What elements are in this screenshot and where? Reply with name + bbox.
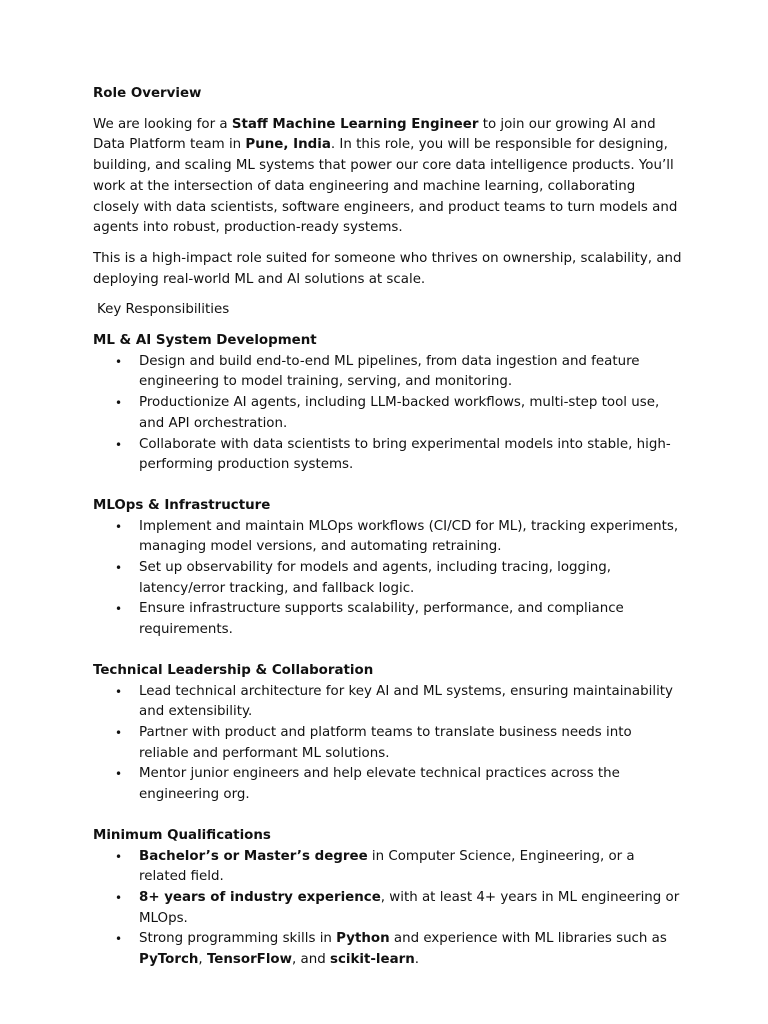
list-item-text: Partner with product and platform teams to translate business needs into reliable and performant ML solutions. <box>139 724 632 761</box>
bullet-list <box>93 847 683 971</box>
bullet-icon: • <box>115 890 123 905</box>
tensorflow-bold: TensorFlow <box>206 952 292 968</box>
list-item <box>93 929 683 970</box>
bullet-icon: • <box>115 437 123 452</box>
python-bold: Python <box>336 931 390 947</box>
list-item <box>93 599 683 640</box>
bullet-icon: • <box>115 396 123 411</box>
list-item <box>93 517 683 558</box>
text-run: . <box>414 952 420 968</box>
list-item <box>93 847 683 888</box>
pytorch-bold: PyTorch <box>139 952 199 968</box>
bullet-icon: • <box>115 354 123 369</box>
bullet-icon: • <box>115 767 123 782</box>
section-heading-ml-ai-system-development: ML & AI System Development <box>93 333 317 349</box>
bullet-icon: • <box>115 725 123 740</box>
list-item <box>93 682 683 723</box>
text-run: in Computer Science, Engineering, or a related field. <box>139 848 635 885</box>
bullet-icon: • <box>115 684 123 699</box>
text-run: , <box>198 952 207 968</box>
location-bold: Pune, India <box>245 137 331 153</box>
bullet-icon: • <box>115 519 123 534</box>
role-overview-paragraph-2: This is a high-impact role suited for someone who thrives on ownership, scalability, and deploying real-world ML and AI solutions at scale. <box>93 250 682 287</box>
list-item-text: Collaborate with data scientists to bring experimental models into stable, high-performing production systems. <box>139 436 671 473</box>
bullet-icon: • <box>115 602 123 617</box>
bullet-icon: • <box>115 932 123 947</box>
experience-bold: 8+ years of industry experience <box>139 889 381 905</box>
list-item <box>93 723 683 764</box>
list-item-text: Implement and maintain MLOps workflows (CI/CD for ML), tracking experiments, managing model versions, and automating retraining. <box>139 518 679 555</box>
list-item <box>93 352 683 393</box>
list-item-text: Lead technical architecture for key AI and ML systems, ensuring maintainability and extensibility. <box>139 683 673 720</box>
list-item-text: Design and build end-to-end ML pipelines, from data ingestion and feature engineering to model training, serving, and monitoring. <box>139 353 640 390</box>
scikit-learn-bold: scikit-learn <box>329 952 415 968</box>
minimum-qualifications-heading: Minimum Qualifications <box>93 827 271 843</box>
degree-bold: Bachelor’s or Master’s degree <box>139 848 368 864</box>
bullet-icon: • <box>115 561 123 576</box>
text-run: , with at least 4+ years in ML engineering or MLOps. <box>139 889 680 926</box>
list-item-text: Productionize AI agents, including LLM-backed workflows, multi-step tool use, and API orchestration. <box>139 395 660 431</box>
list-item-text: Set up observability for models and agents, including tracing, logging, latency/error tracking, and fallback logic. <box>139 560 612 596</box>
list-item-text: Ensure infrastructure supports scalability, performance, and compliance requirements. <box>139 601 624 638</box>
text-run: to join our growing AI and Data Platform team in <box>93 116 656 153</box>
role-overview-paragraph-1 <box>93 115 683 239</box>
section-heading-technical-leadership-collaboration: Technical Leadership & Collaboration <box>93 662 374 678</box>
bullet-icon: • <box>115 849 123 864</box>
bullet-list <box>93 352 683 476</box>
text-run: and experience with ML libraries such as <box>389 931 667 947</box>
list-item-text: Mentor junior engineers and help elevate technical practices across the engineering org. <box>139 766 620 803</box>
text-run: Strong programming skills in <box>139 931 337 947</box>
list-item <box>93 764 683 805</box>
list-item <box>93 888 683 929</box>
role-overview-heading: Role Overview <box>93 86 202 101</box>
bullet-list <box>93 682 683 806</box>
bullet-list <box>93 517 683 641</box>
section-heading-mlops-infrastructure: MLOps & Infrastructure <box>93 497 271 513</box>
key-responsibilities-heading: Key Responsibilities <box>97 302 230 318</box>
job-title-bold: Staff Machine Learning Engineer <box>231 116 479 132</box>
text-run: We are looking for a <box>93 116 232 132</box>
text-run: . In this role, you will be responsible for designing, building, and scaling ML systems that power our core data intelligence products. You’ll work at the intersection of data engineering and machine learning, collaborating closely with data scientists, software engineers, and product teams to turn models and agents into robust, production-ready systems. <box>93 137 678 236</box>
list-item <box>93 435 683 476</box>
list-item <box>93 558 683 599</box>
document-page <box>93 84 683 971</box>
text-run: , and <box>292 952 330 968</box>
list-item <box>93 393 683 434</box>
